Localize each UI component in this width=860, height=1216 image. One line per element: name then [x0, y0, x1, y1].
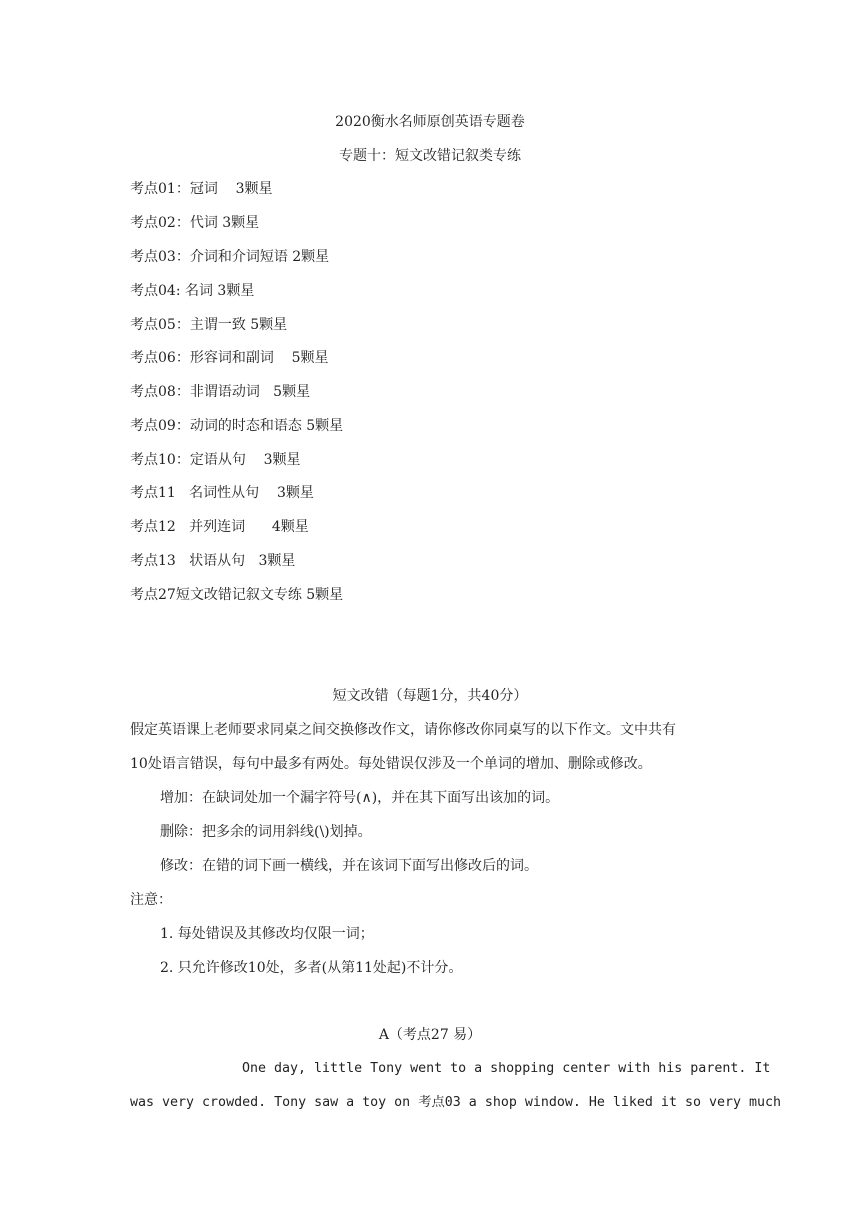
- point-item: 考点08：非谓语动词 5颗星: [130, 384, 311, 400]
- point-item: 考点12 并列连词 4颗星: [130, 519, 309, 535]
- point-item: 考点03：介词和介词短语 2颗星: [130, 249, 330, 265]
- passage-line: One day, little Tony went to a shopping center with his parent. It: [242, 1061, 771, 1076]
- point-item: 考点05：主谓一致 5颗星: [130, 317, 288, 333]
- section-title: 短文改错（每题1分，共40分）: [332, 688, 528, 704]
- note-label: 注意：: [130, 892, 172, 908]
- note-item: 1. 每处错误及其修改均仅限一词；: [160, 926, 374, 942]
- doc-subtitle: 专题十：短文改错记叙类专练: [339, 148, 521, 164]
- add-rule: 增加：在缺词处加一个漏字符号(∧)，并在其下面写出该加的词。: [160, 790, 560, 806]
- modify-rule: 修改：在错的词下画一横线，并在该词下面写出修改后的词。: [160, 858, 538, 874]
- point-item: 考点09：动词的时态和语态 5颗星: [130, 418, 344, 434]
- point-item: 考点27短文改错记叙文专练 5颗星: [130, 587, 344, 603]
- passage-line: was very crowded. Tony saw a toy on 考点03 a shop window. He liked it so very much: [130, 1095, 782, 1110]
- delete-rule: 删除：把多余的词用斜线(\)划掉。: [160, 824, 372, 840]
- point-item: 考点04: 名词 3颗星: [130, 283, 255, 299]
- point-item: 考点01：冠词 3颗星: [130, 181, 273, 197]
- point-item: 考点10：定语从句 3颗星: [130, 452, 301, 468]
- passage-title: A（考点27 易）: [378, 1027, 482, 1043]
- note-item: 2. 只允许修改10处，多者(从第11处起)不计分。: [160, 960, 463, 976]
- point-item: 考点02：代词 3颗星: [130, 215, 260, 231]
- intro-text: 10处语言错误，每句中最多有两处。每处错误仅涉及一个单词的增加、删除或修改。: [130, 756, 652, 772]
- point-item: 考点06：形容词和副词 5颗星: [130, 350, 329, 366]
- point-item: 考点11 名词性从句 3颗星: [130, 485, 314, 501]
- intro-text: 假定英语课上老师要求同桌之间交换修改作文，请你修改你同桌写的以下作文。文中共有: [130, 722, 676, 738]
- point-item: 考点13 状语从句 3颗星: [130, 553, 296, 569]
- doc-title: 2020衡水名师原创英语专题卷: [335, 114, 525, 130]
